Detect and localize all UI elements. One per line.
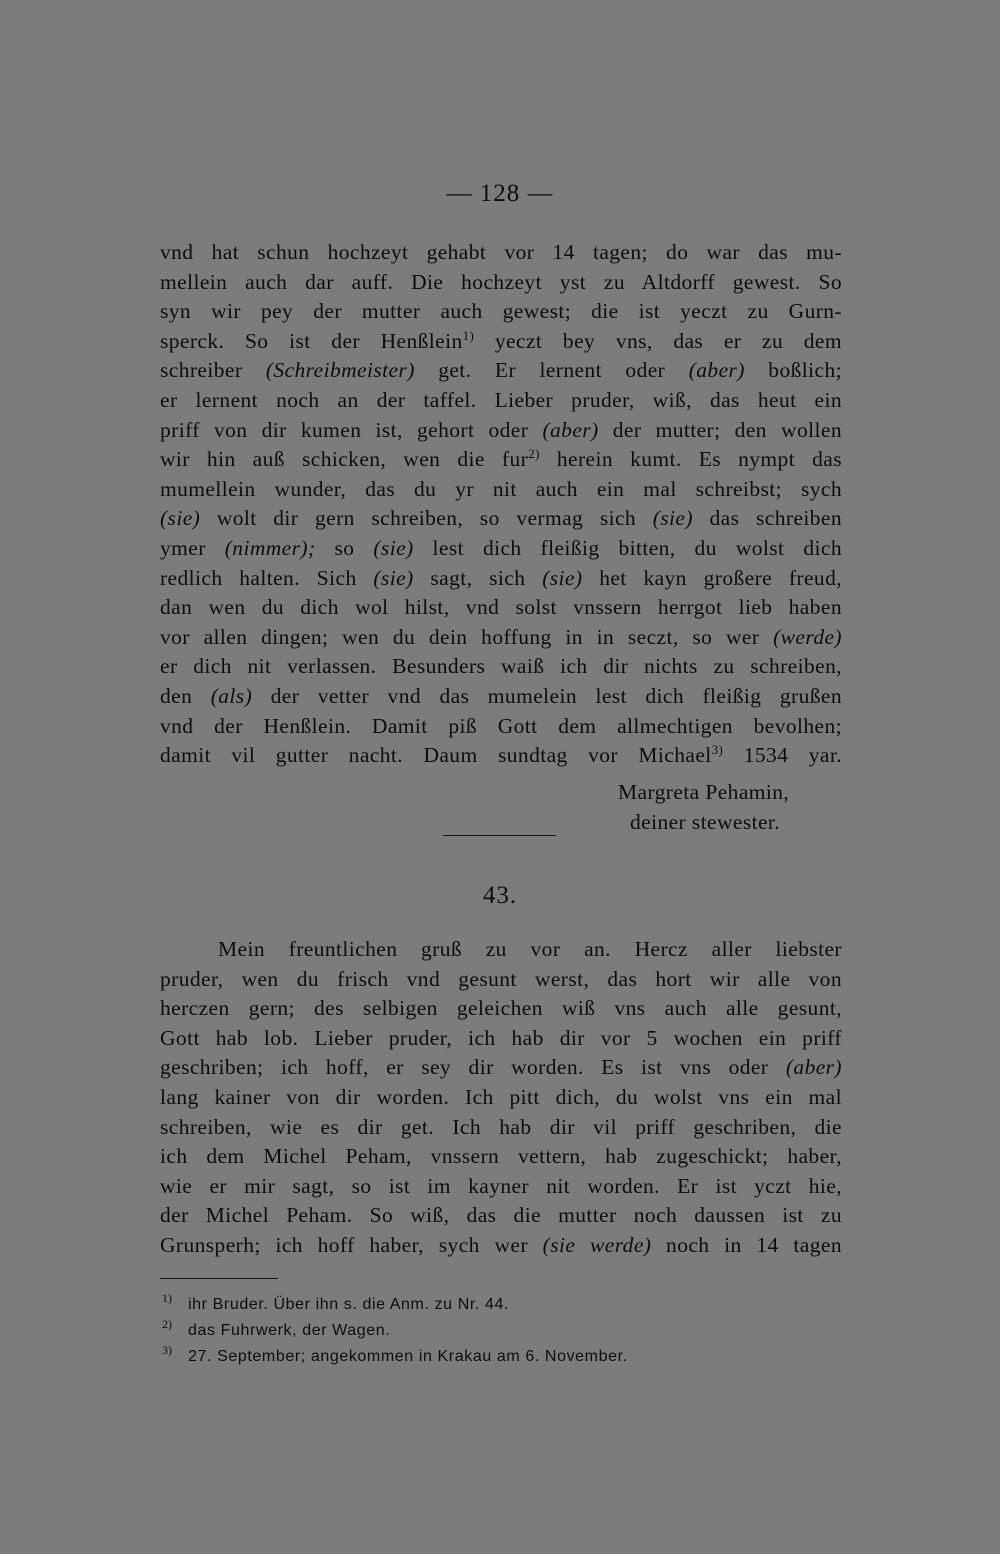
text-line: dan wen du dich wol hilst, vnd solst vnssern herrgot lieb haben [160, 595, 842, 620]
text-line: mumellein wunder, das du yr nit auch ein mal schreibst; sych [160, 476, 842, 501]
text-line: wie er mir sagt, so ist im kayner nit worden. Er ist yczt hie, [160, 1173, 842, 1198]
footnote-divider [160, 1278, 278, 1279]
text-line: den (als) der vetter vnd das mumelein lest dich fleißig grußen [160, 684, 842, 708]
text-line: damit vil gutter nacht. Daum sundtag vor Michael$^{3)}$ 1534 yar. [160, 742, 842, 768]
footnote-mark: 2) [162, 1317, 172, 1331]
text-line: sperck. So ist der Henßlein$^{1)}$ yeczt bey vns, das er zu dem [160, 327, 842, 353]
text-line: Gott hab lob. Lieber pruder, ich hab dir vor 5 wochen ein priff [160, 1025, 842, 1050]
text-line: der Michel Peham. So wiß, das die mutter noch daussen ist zu [160, 1203, 842, 1228]
text-line: vnd hat schun hochzeyt gehabt vor 14 tagen; do war das mu- [160, 240, 842, 264]
text-line: wir hin auß schicken, wen die fur$^{2)}$ herein kumt. Es nympt das [160, 446, 843, 472]
footnote-text: ihr Bruder. Über ihn s. die Anm. zu Nr. 44. [188, 1296, 510, 1313]
text-line: vor allen dingen; wen du dein hoffung in in seczt, so wer (werde) [160, 624, 842, 649]
text-line: pruder, wen du frisch vnd gesunt werst, das hort wir alle von [160, 966, 842, 991]
text-line: redlich halten. Sich (sie) sagt, sich (sie) het kayn großere freud, [160, 565, 842, 590]
text-line: Mein freuntlichen gruß zu vor an. Hercz aller liebster [218, 937, 842, 961]
footnote-mark: 1) [162, 1291, 172, 1305]
section-divider [443, 835, 556, 836]
letter-number: 43. [482, 882, 518, 909]
text-line: Grunsperh; ich hoff haber, sych wer (sie werde) noch in 14 tagen [160, 1233, 842, 1257]
text-line: vnd der Henßlein. Damit piß Gott dem allmechtigen bevolhen; [160, 713, 842, 738]
text-line: schreiber (Schreibmeister) get. Er lernent oder (aber) boßlich; [160, 358, 842, 383]
text-line: ymer (nimmer); so (sie) lest dich fleißig bitten, du wolst dich [160, 536, 842, 560]
signature-name: Margreta Pehamin, [618, 780, 790, 804]
text-line: (sie) wolt dir gern schreiben, so vermag sich (sie) das schreiben [160, 506, 842, 531]
text-line: ich dem Michel Peham, vnssern vettern, hab zugeschickt; haber, [160, 1144, 842, 1169]
text-line: syn wir pey der mutter auch gewest; die ist yeczt zu Gurn- [160, 299, 842, 324]
footnote-text: das Fuhrwerk, der Wagen. [188, 1322, 391, 1339]
text-line: herczen gern; des selbigen geleichen wiß vns auch alle gesunt, [160, 996, 842, 1021]
text-line: er lernent noch an der taffel. Lieber pruder, wiß, das heut ein [160, 388, 842, 412]
signature-relation: deiner stewester. [630, 810, 781, 834]
text-line: lang kainer von dir worden. Ich pitt dich, du wolst vns ein mal [160, 1085, 842, 1109]
text-line: mellein auch dar auff. Die hochzeyt yst zu Altdorff gewest. So [160, 269, 842, 294]
text-line: er dich nit verlassen. Besunders waiß ich dir nichts zu schreiben, [160, 654, 842, 679]
footnote-mark: 3) [162, 1343, 172, 1357]
footnote-text: 27. September; angekommen in Krakau am 6. November. [188, 1348, 628, 1365]
text-line: priff von dir kumen ist, gehort oder (aber) der mutter; den wollen [160, 417, 842, 442]
page-number: — 128 — [446, 180, 554, 207]
text-line: schreiben, wie es dir get. Ich hab dir vil priff geschriben, die [160, 1114, 842, 1139]
text-line: geschriben; ich hoff, er sey dir worden. Es ist vns oder (aber) [160, 1055, 842, 1080]
